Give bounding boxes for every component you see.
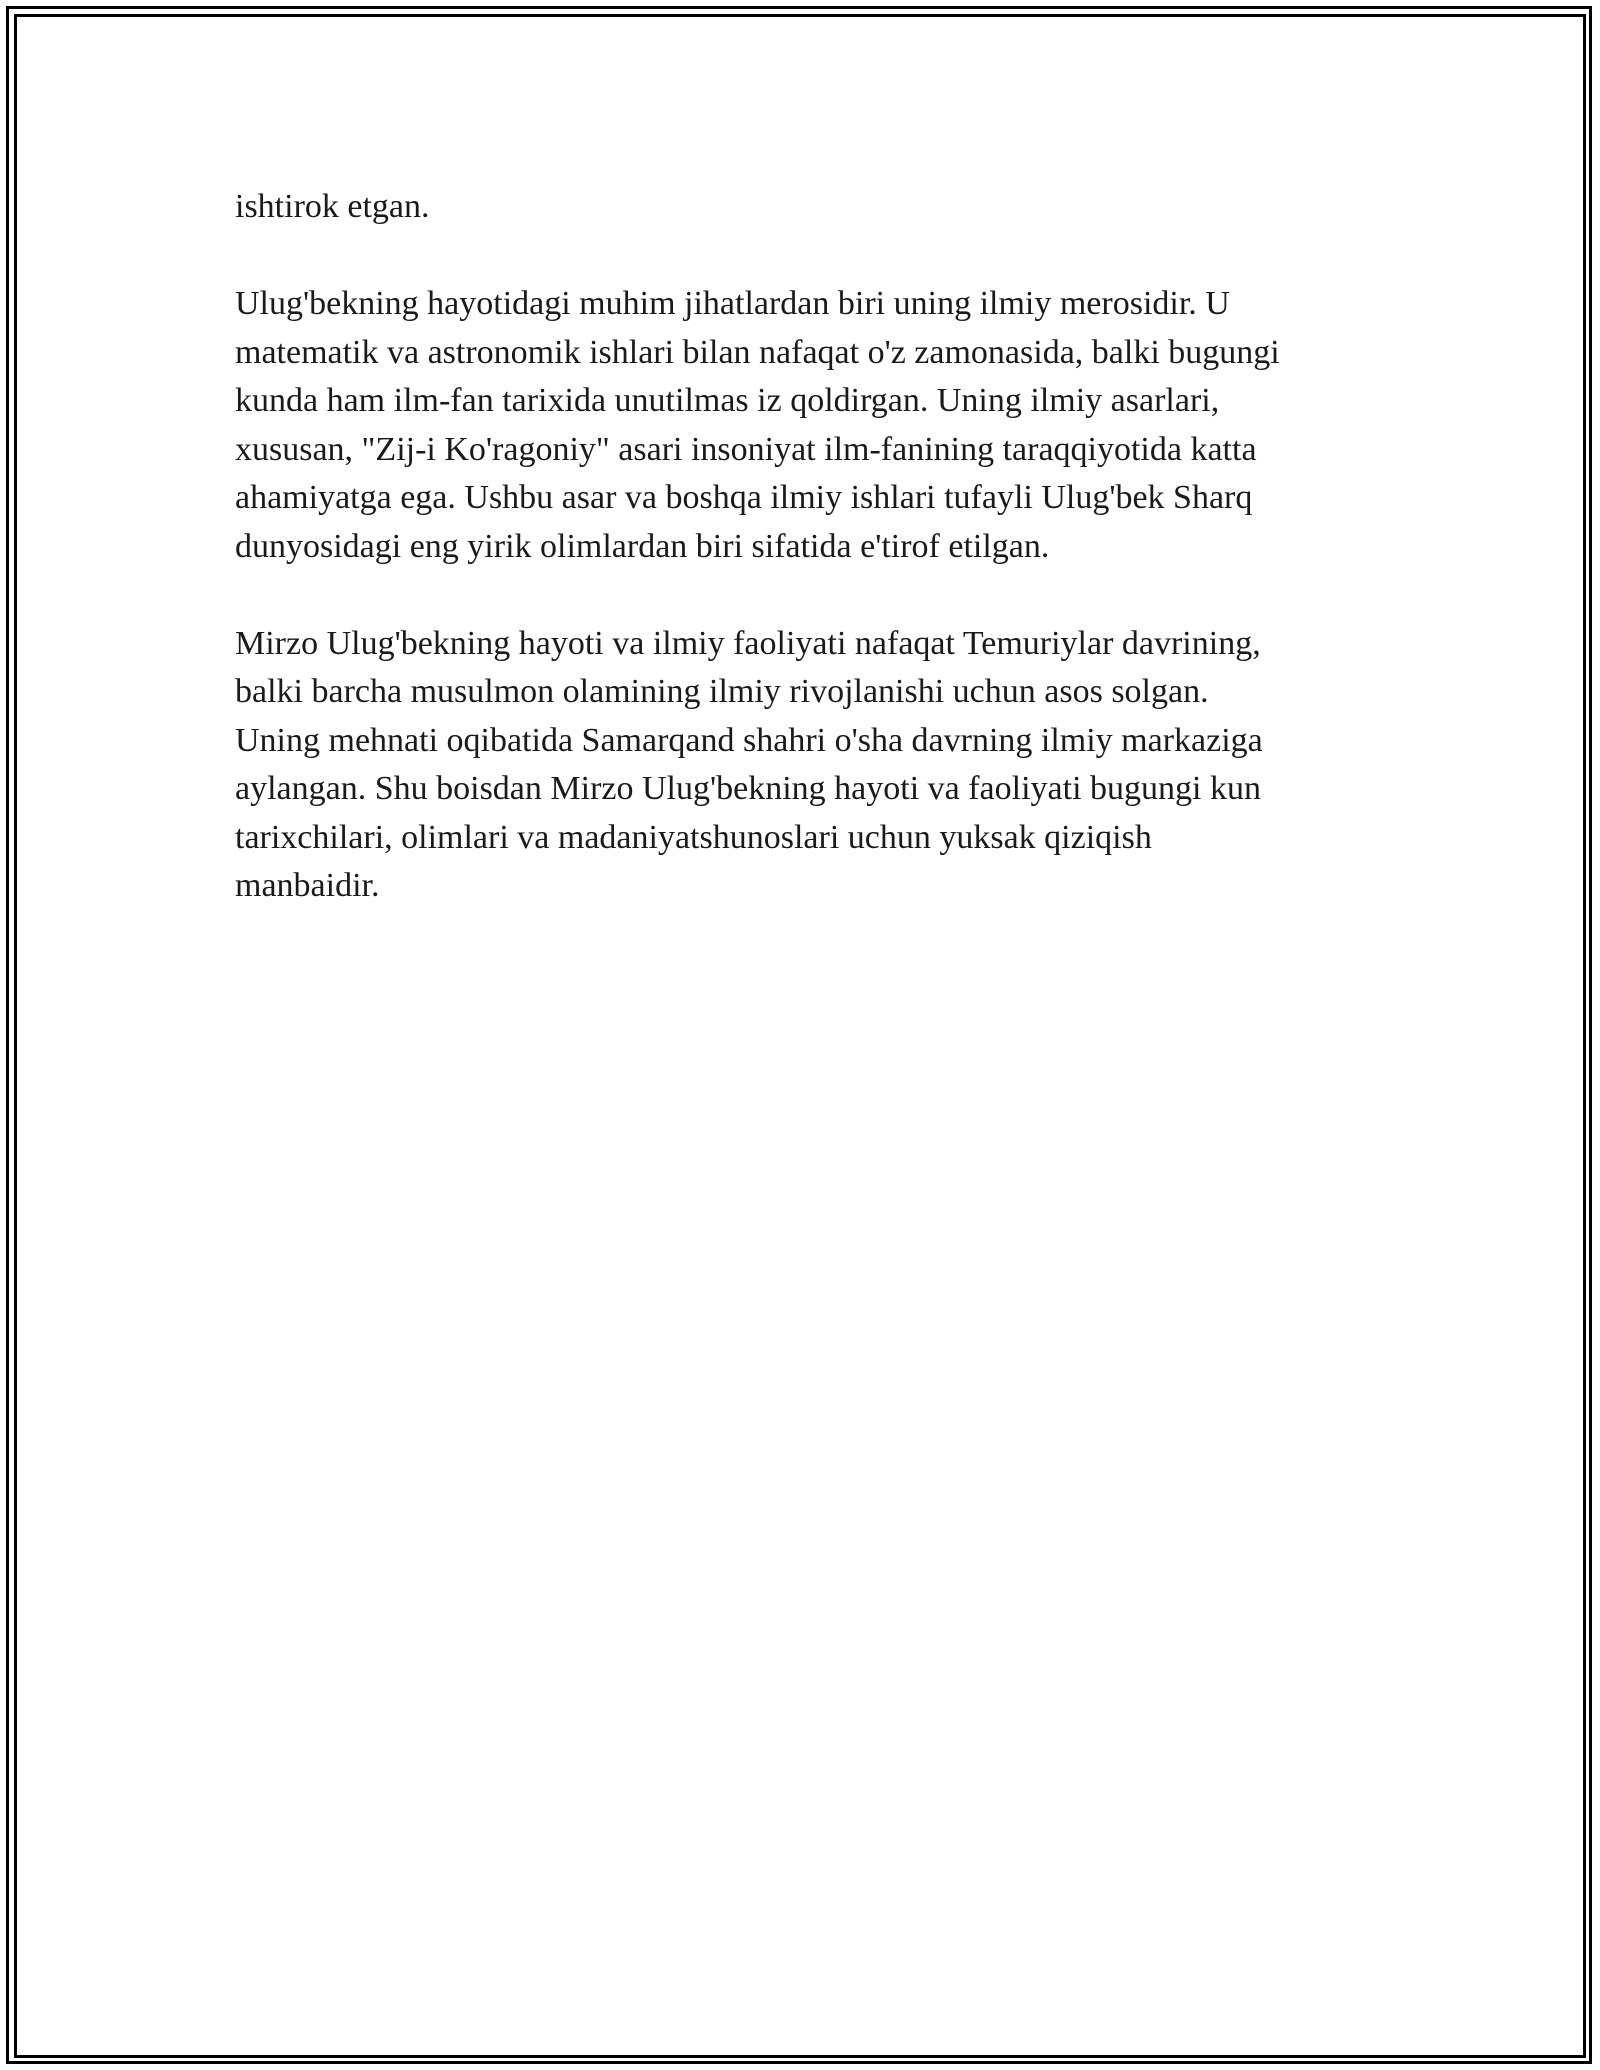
text-line: tarixchilari, olimlari va madaniyatshunoslari uchun yuksak qiziqish bbox=[235, 818, 1152, 856]
text-line: ahamiyatga ega. Ushbu asar va boshqa ilmiy ishlari tufayli Ulug'bek Sharq bbox=[235, 479, 1253, 516]
paragraph-2 bbox=[235, 280, 1395, 571]
document-body bbox=[235, 183, 1395, 959]
paragraph-3 bbox=[235, 620, 1395, 911]
text-line: manbaidir. bbox=[235, 867, 380, 904]
paragraph-1 bbox=[235, 183, 1395, 232]
text-line: balki barcha musulmon olamining ilmiy rivojlanishi uchun asos solgan. bbox=[235, 673, 1209, 710]
text-line: Ulug'bekning hayotidagi muhim jihatlardan biri uning ilmiy merosidir. U bbox=[235, 285, 1230, 322]
text-line: Uning mehnati oqibatida Samarqand shahri o'sha davrning ilmiy markaziga bbox=[235, 721, 1263, 759]
text-line: Mirzo Ulug'bekning hayoti va ilmiy faoliyati nafaqat Temuriylar davrining, bbox=[235, 624, 1261, 662]
text-line: aylangan. Shu boisdan Mirzo Ulug'bekning hayoti va faoliyati bugungi kun bbox=[235, 770, 1261, 807]
text-line: dunyosidagi eng yirik olimlardan biri sifatida e'tirof etilgan. bbox=[235, 527, 1050, 565]
text-line: kunda ham ilm-fan tarixida unutilmas iz qoldirgan. Uning ilmiy asarlari, bbox=[235, 382, 1220, 419]
text-line: matematik va astronomik ishlari bilan nafaqat o'z zamonasida, balki bugungi bbox=[235, 333, 1280, 371]
text-line: xususan, "Zij-i Ko'ragoniy" asari insoniyat ilm-fanining taraqqiyotida katta bbox=[235, 430, 1257, 468]
text-line: ishtirok etgan. bbox=[235, 188, 430, 225]
